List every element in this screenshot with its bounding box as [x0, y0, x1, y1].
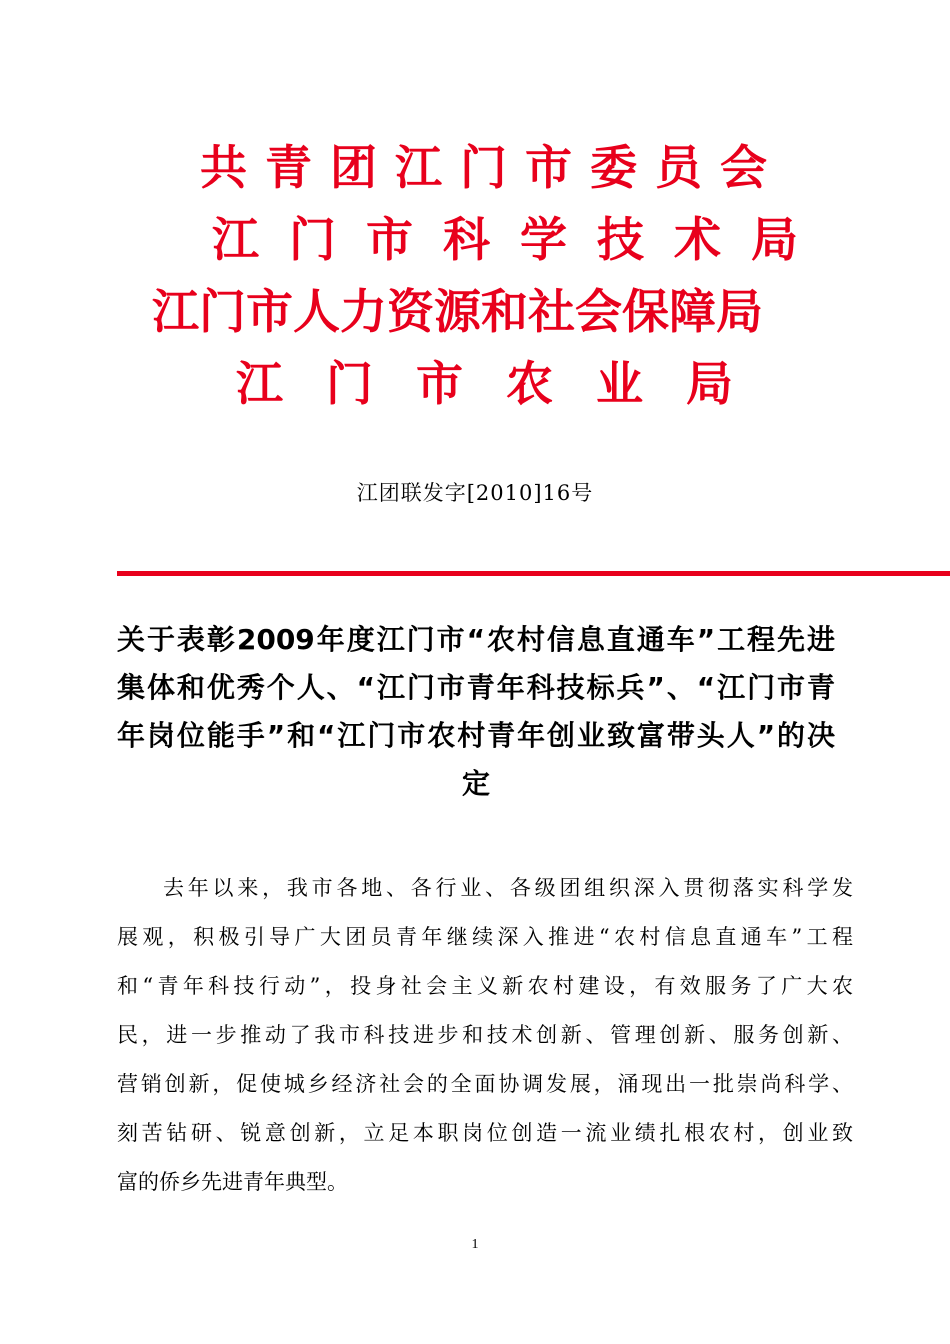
issuer-block [0, 133, 950, 421]
body-paragraph [117, 864, 853, 1207]
issuer-name-text: 共青团江门市委员会 [200, 141, 785, 196]
title-line: 年岗位能手”和“江门市农村青年创业致富带头人”的决 [117, 719, 835, 752]
issuer-name [0, 277, 950, 349]
body-line: 刻苦钻研、锐意创新，立足本职岗位创造一流业绩扎根农村，创业致 [117, 1121, 853, 1145]
issuer-name [0, 133, 950, 205]
body-line: 富的侨乡先进青年典型。 [117, 1170, 348, 1194]
issuer-name [0, 205, 950, 277]
body-line: 去年以来，我市各地、各行业、各级团组织深入贯彻落实科学发 [163, 876, 853, 900]
body-line: 营销创新，促使城乡经济社会的全面协调发展，涌现出一批崇尚科学、 [117, 1072, 853, 1096]
title-line: 集体和优秀个人、“江门市青年科技标兵”、“江门市青 [117, 671, 835, 704]
issuer-name-text: 江门市农业局 [236, 357, 776, 412]
document-number: 江团联发字[2010]16号 [356, 481, 594, 505]
issuer-name-text: 江门市人力资源和社会保障局 [152, 285, 763, 340]
body-line: 和“青年科技行动”，投身社会主义新农村建设，有效服务了广大农 [117, 974, 853, 998]
body-line: 民，进一步推动了我市科技进步和技术创新、管理创新、服务创新、 [117, 1023, 853, 1047]
issuer-name-text: 江门市科学技术局 [212, 213, 828, 268]
red-header-rule [117, 571, 950, 576]
title-line: 定 [461, 767, 490, 800]
document-title [117, 616, 835, 808]
issuer-name [0, 349, 950, 421]
page-number: 1 [471, 1237, 479, 1252]
title-line: 关于表彰2009年度江门市“农村信息直通车”工程先进 [117, 623, 835, 656]
body-line: 展观，积极引导广大团员青年继续深入推进“农村信息直通车”工程 [117, 925, 853, 949]
